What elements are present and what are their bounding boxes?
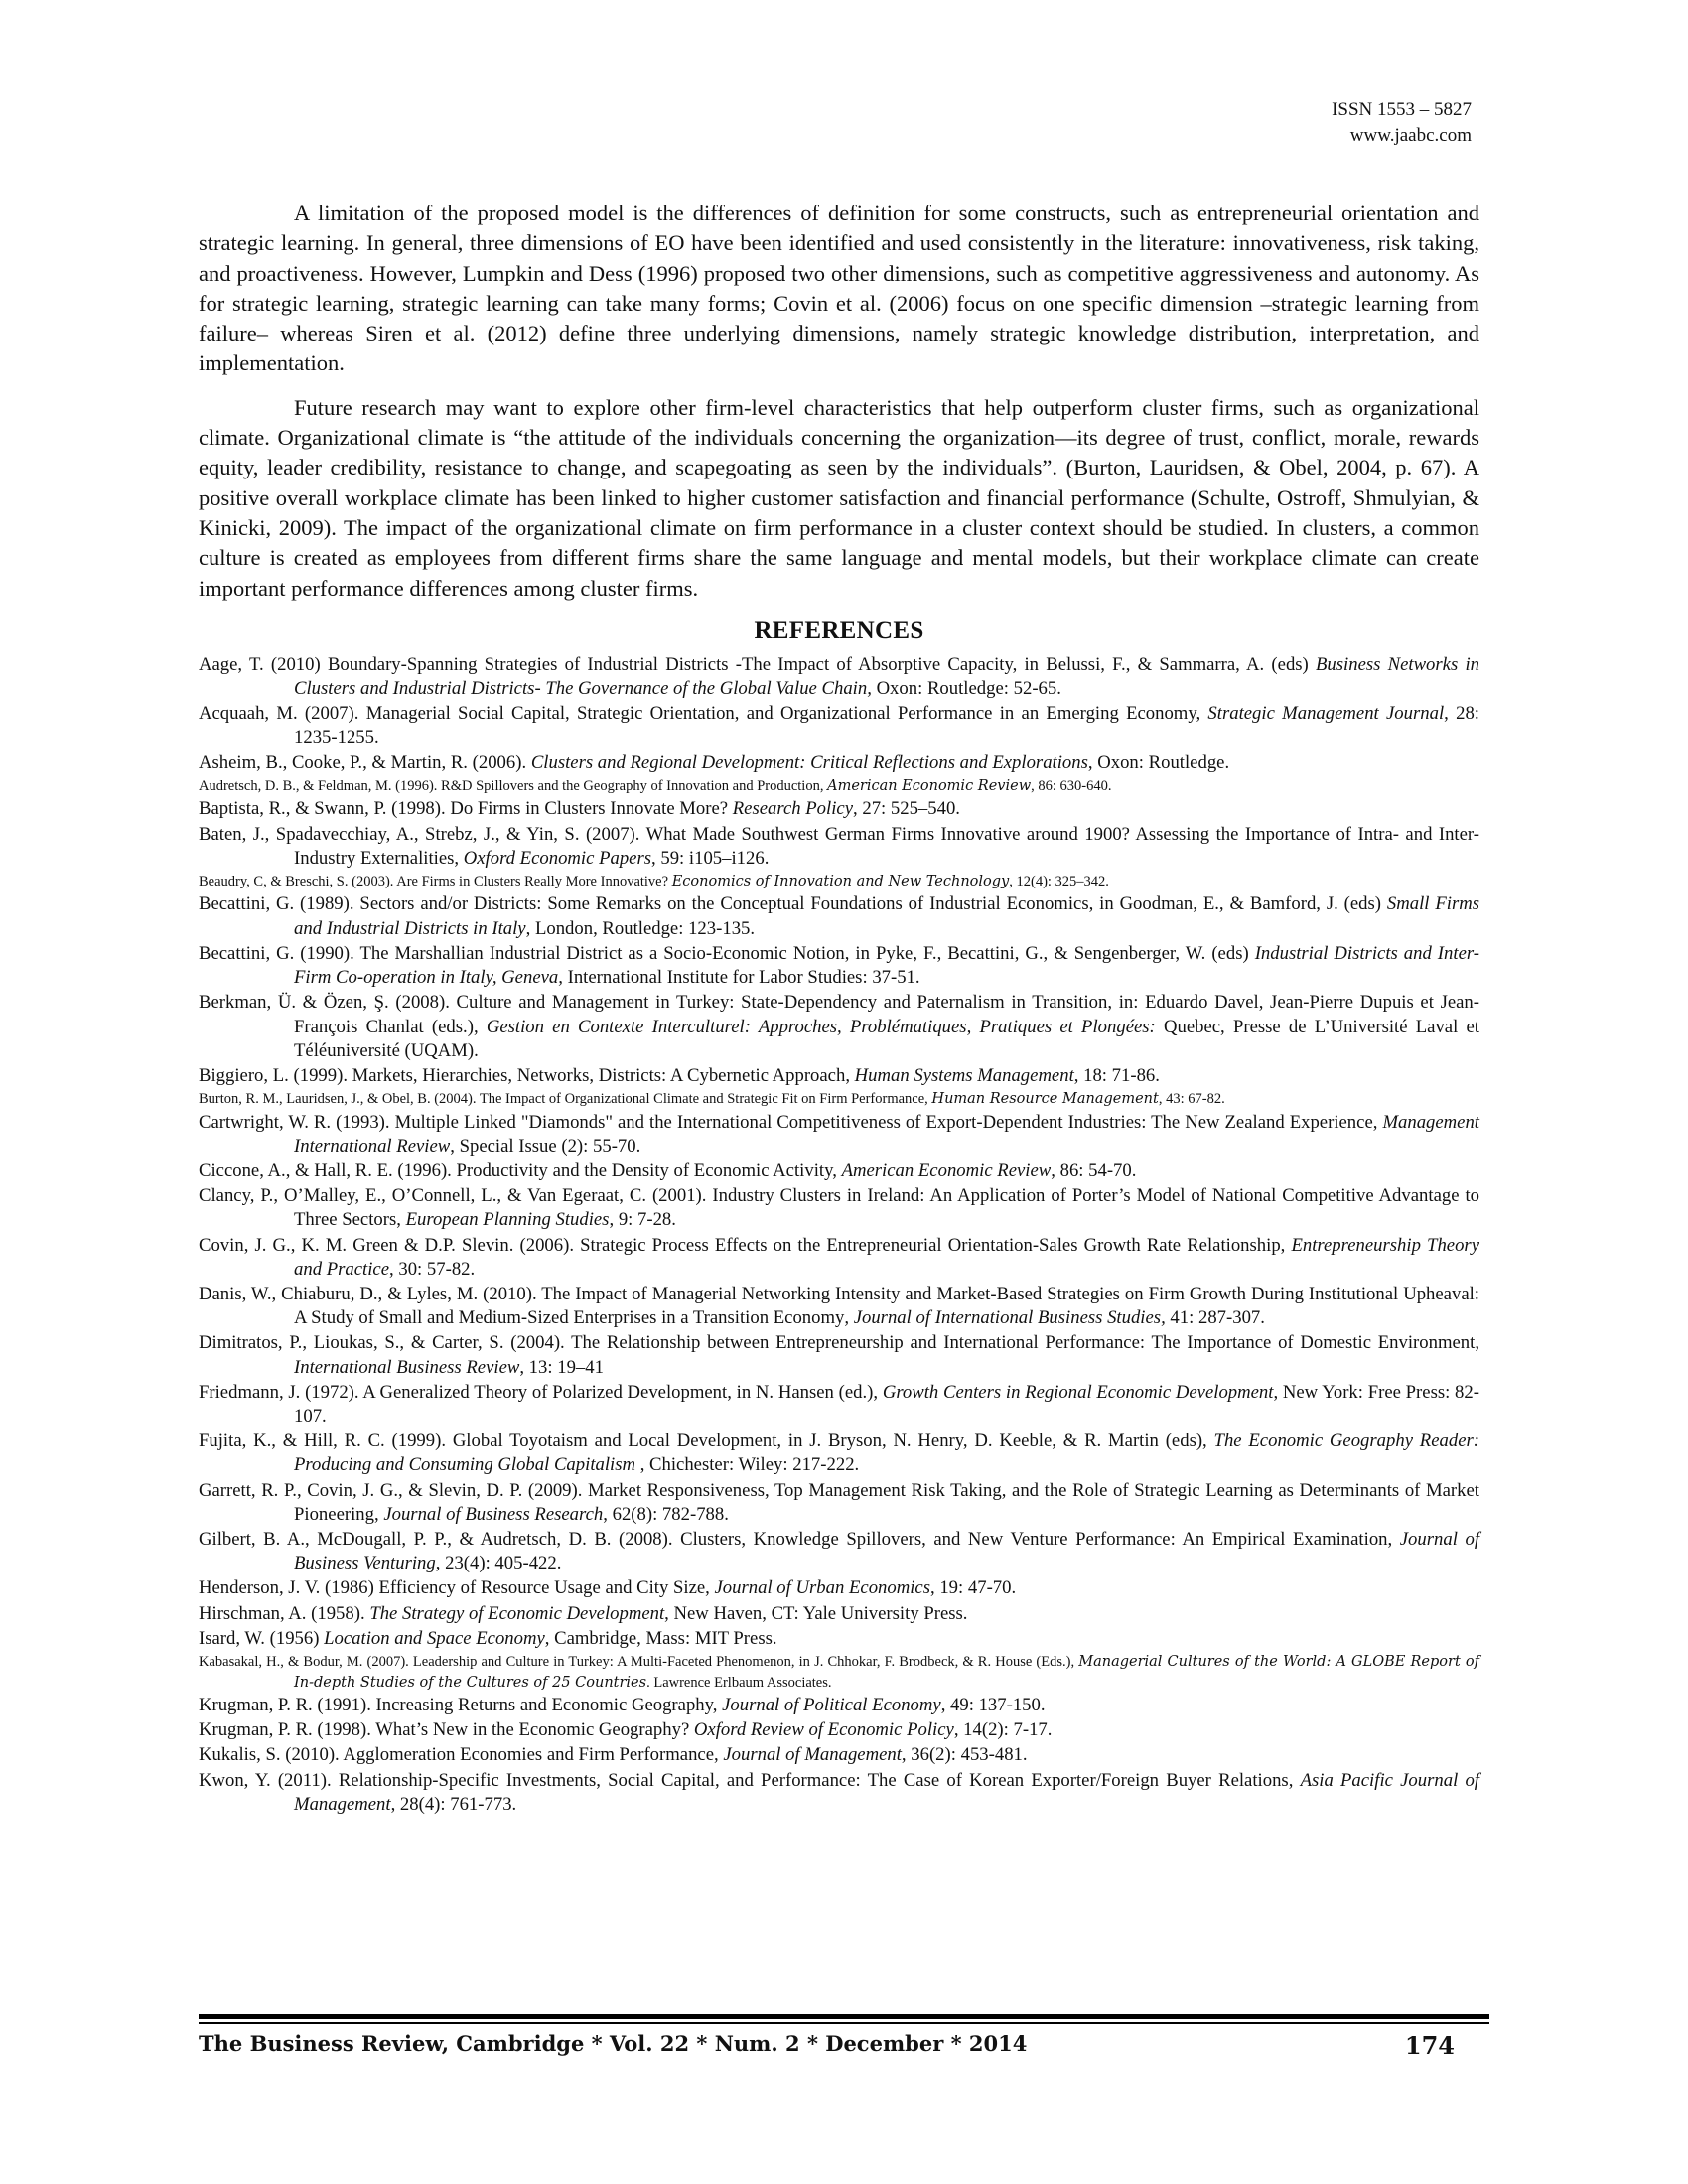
reference-entry <box>199 1234 1479 1282</box>
reference-source: , Journal of International Business Studies, <box>844 1307 1166 1329</box>
reference-source: Growth Centers in Regional Economic Development <box>882 1381 1274 1403</box>
reference-details: , New Haven, CT: Yale University Press. <box>664 1602 968 1624</box>
reference-text: Baptista, R., & Swann, P. (1998). Do Firms in Clusters Innovate More? <box>199 798 733 820</box>
reference-details: , 86: 54-70. <box>1051 1160 1137 1182</box>
reference-details: , 18: 71-86. <box>1073 1064 1160 1086</box>
reference-text: Garrett, R. P., Covin, J. G., & Slevin, D. P. (2009). Market Responsiveness, Top Management Risk Taking, and the Role of Strategic Learning as Determinants of Market Pioneering, <box>199 1479 1479 1525</box>
reference-source: International Business Review <box>294 1356 520 1378</box>
reference-source: Business Networks in Clusters and Industrial Districts- The Governance of the Global Value Chain, <box>294 653 1479 700</box>
reference-entry <box>199 1718 1479 1742</box>
body-paragraph: Future research may want to explore other firm-level characteristics that help outperform cluster firms, such as organizational climate. Organizational climate is “the attitude of the individuals concerning the organization—its degree of trust, conflict, morale, rewards equity, leader credibility, resistance to change, and scapegoating as seen by the individuals”. (Burton, Lauridsen, & Obel, 2004, p. 67). A positive overall workplace climate has been linked to higher customer satisfaction and financial performance (Schulte, Ostroff, Shmulyian, & Kinicki, 2009). The impact of the organizational climate on firm performance in a cluster context should be studied. In clusters, a common culture is created as employees from different firms share the same language and mental models, but their workplace climate can create important performance differences among cluster firms. <box>199 394 1479 601</box>
page-header <box>1332 97 1472 149</box>
reference-entry <box>199 942 1479 990</box>
reference-source: Location and Space Economy <box>324 1627 545 1649</box>
reference-text: Becattini, G. (1990). The Marshallian Industrial District as a Socio-Economic Notion, in Pyke, F., Becattini, G., & Sengenberger, W. (eds) <box>199 942 1255 964</box>
reference-source: Journal of Management <box>723 1744 902 1766</box>
reference-entry <box>199 1089 1479 1110</box>
reference-source: Journal of Political Economy <box>722 1695 941 1716</box>
reference-details: , 49: 137-150. <box>940 1695 1046 1716</box>
reference-details: Oxon: Routledge: 52-65. <box>871 678 1061 700</box>
reference-entry <box>199 751 1479 775</box>
reference-text: Acquaah, M. (2007). Managerial Social Capital, Strategic Orientation, and Organizational Performance in an Emerging Economy, <box>199 703 1208 725</box>
reference-entry <box>199 1111 1479 1159</box>
reference-source: Asia Pacific Journal of Management <box>294 1769 1479 1815</box>
reference-text: Krugman, P. R. (1991). Increasing Returns and Economic Geography, <box>199 1695 723 1716</box>
reference-entry <box>199 1184 1479 1232</box>
reference-details: . Lawrence Erlbaum Associates. <box>646 1674 832 1691</box>
reference-text: Hirschman, A. (1958). <box>199 1602 370 1624</box>
reference-text: Danis, W., Chiaburu, D., & Lyles, M. (2010). The Impact of Managerial Networking Intensity and Market-Based Strategies on Firm Growth During Institutional Upheaval: A Study of Small and Medium-Sized Enterprises in a Transition Economy <box>199 1284 1479 1329</box>
reference-source: Entrepreneurship Theory and Practice <box>294 1234 1479 1280</box>
reference-entry <box>199 702 1479 750</box>
reference-source: The Economic Geography Reader: Producing and Consuming Global Capitalism <box>294 1431 1479 1476</box>
reference-details: International Institute for Labor Studies: 37-51. <box>562 967 920 989</box>
page-number: 174 <box>1404 2031 1455 2060</box>
reference-source: Human Resource Management <box>931 1091 1159 1108</box>
reference-entry <box>199 1479 1479 1527</box>
reference-entry <box>199 653 1479 701</box>
reference-text: Burton, R. M., Lauridsen, J., & Obel, B. (2004). The Impact of Organizational Climate and Strategic Fit on Firm Performance, <box>199 1091 932 1108</box>
page-content <box>199 199 1479 1818</box>
reference-source: Journal of Urban Economics <box>714 1577 930 1599</box>
reference-entry <box>199 1602 1479 1626</box>
reference-text: Krugman, P. R. (1998). What’s New in the Economic Geography? <box>199 1719 694 1741</box>
reference-text: Gilbert, B. A., McDougall, P. P., & Audretsch, D. B. (2008). Clusters, Knowledge Spillovers, and New Venture Performance: An Empirical Examination, <box>199 1529 1400 1551</box>
reference-entry <box>199 1430 1479 1477</box>
reference-details: , 28: 1235-1255. <box>294 703 1479 749</box>
reference-details: , 86: 630-640. <box>1031 777 1112 794</box>
reference-text: Covin, J. G., K. M. Green & D.P. Slevin. (2006). Strategic Process Effects on the Entrepreneurial Orientation-Sales Growth Rate Relationship, <box>199 1234 1292 1256</box>
reference-details: , 43: 67-82. <box>1158 1091 1225 1108</box>
reference-source: Journal of Business Venturing <box>294 1529 1480 1574</box>
reference-details: , Special Issue (2): 55-70. <box>450 1135 641 1157</box>
footer-rule-thick <box>199 2014 1489 2019</box>
reference-text: Ciccone, A., & Hall, R. E. (1996). Productivity and the Density of Economic Activity, <box>199 1160 842 1182</box>
reference-details: , 13: 19–41 <box>519 1356 604 1378</box>
reference-details: , 30: 57-82. <box>389 1258 476 1280</box>
reference-details: , New York: Free Press: 82-107. <box>294 1381 1479 1428</box>
reference-source: American Economic Review <box>841 1160 1052 1182</box>
reference-entry <box>199 1283 1479 1330</box>
reference-details: , Chichester: Wiley: 217-222. <box>635 1454 860 1476</box>
reference-text: Kwon, Y. (2011). Relationship-Specific Investments, Social Capital, and Performance: The Case of Korean Exporter/Foreign Buyer Relations, <box>199 1769 1301 1791</box>
reference-source: Managerial Cultures of the World: A GLOBE Report of In-depth Studies of the Cultures of 25 Countries <box>294 1654 1479 1691</box>
reference-text: Becattini, G. (1989). Sectors and/or Districts: Some Remarks on the Conceptual Foundations of Industrial Economics, in Goodman, E., & Bamford, J. (eds) <box>199 893 1387 915</box>
reference-entry <box>199 1064 1479 1088</box>
reference-source: American Economic Review <box>827 777 1032 794</box>
reference-source: Economics of Innovation and New Technology <box>671 873 1010 889</box>
reference-details: , 59: i105–i126. <box>651 847 770 869</box>
reference-source: The Strategy of Economic Development <box>369 1602 665 1624</box>
reference-details: , Oxon: Routledge. <box>1087 751 1230 773</box>
reference-source: Small Firms and Industrial Districts in Italy <box>294 893 1479 939</box>
reference-source: Strategic Management Journal <box>1207 703 1445 725</box>
reference-text: Kabasakal, H., & Bodur, M. (2007). Leadership and Culture in Turkey: A Multi-Faceted Phenomenon, in J. Chhokar, F. Brodbeck, & R. House (Eds.), <box>199 1654 1079 1671</box>
reference-text: Aage, T. (2010) Boundary-Spanning Strategies of Industrial Districts -The Impact of Absorptive Capacity, in Belussi, F., & Sammarra, A. (eds) <box>199 653 1316 675</box>
reference-text: Biggiero, L. (1999). Markets, Hierarchies, Networks, Districts: A Cybernetic Approach, <box>199 1064 855 1086</box>
reference-text: Henderson, J. V. (1986) Efficiency of Resource Usage and City Size, <box>199 1577 715 1599</box>
reference-text: Berkman, Ü. & Özen, Ş. (2008). Culture and Management in Turkey: State-Dependency and Paternalism in Transition, in: Eduardo Davel, Jean-Pierre Dupuis et Jean-François Chanlat (eds.), <box>199 992 1479 1037</box>
reference-entry <box>199 991 1479 1063</box>
reference-details: 41: 287-307. <box>1165 1307 1265 1329</box>
reference-source: Clusters and Regional Development: Critical Reflections and Explorations <box>530 751 1088 773</box>
reference-text: Kukalis, S. (2010). Agglomeration Economies and Firm Performance, <box>199 1744 724 1766</box>
reference-details: , 28(4): 761-773. <box>390 1793 517 1815</box>
reference-text: Clancy, P., O’Malley, E., O’Connell, L., & Van Egeraat, C. (2001). Industry Clusters in Ireland: An Application of Porter’s Model of National Competitive Advantage to Three Sectors, <box>199 1185 1479 1231</box>
reference-source: Gestion en Contexte Interculturel: Approches, Problématiques, Pratiques et Plongées: <box>486 1016 1156 1037</box>
reference-entry <box>199 1576 1479 1600</box>
journal-citation: The Business Review, Cambridge * Vol. 22 * Num. 2 * December * 2014 <box>199 2031 1028 2056</box>
reference-entry <box>199 1627 1479 1651</box>
reference-text: Asheim, B., Cooke, P., & Martin, R. (2006). <box>199 751 531 773</box>
reference-entry <box>199 1769 1479 1817</box>
reference-text: Beaudry, C, & Breschi, S. (2003). Are Firms in Clusters Really More Innovative? <box>199 873 672 889</box>
reference-entry <box>199 1694 1479 1717</box>
reference-entry <box>199 823 1479 871</box>
reference-text: Dimitratos, P., Lioukas, S., & Carter, S. (2004). The Relationship between Entrepreneurship and International Performance: The Importance of Domestic Environment, <box>199 1332 1479 1354</box>
reference-details: , 36(2): 453-481. <box>901 1744 1028 1766</box>
reference-entry <box>199 872 1479 892</box>
reference-entry <box>199 1528 1479 1575</box>
reference-text: Friedmann, J. (1972). A Generalized Theory of Polarized Development, in N. Hansen (ed.), <box>199 1381 883 1403</box>
references-heading: REFERENCES <box>754 616 924 644</box>
reference-list <box>199 653 1479 1817</box>
reference-source: Management International Review <box>294 1111 1479 1157</box>
issn: ISSN 1553 – 5827 <box>1332 99 1472 120</box>
reference-source: Oxford Economic Papers <box>463 847 652 869</box>
reference-source: Oxford Review of Economic Policy <box>693 1719 954 1741</box>
body-paragraph: A limitation of the proposed model is the differences of definition for some constructs, such as entrepreneurial orientation and strategic learning. In general, three dimensions of EO have been identified and used consistently in the literature: innovativeness, risk taking, and proactiveness. However, Lumpkin and Dess (1996) proposed two other dimensions, such as competitive aggressiveness and autonomy. As for strategic learning, strategic learning can take many forms; Covin et al. (2006) focus on one specific dimension –strategic learning from failure– whereas Siren et al. (2012) define three underlying dimensions, namely strategic knowledge distribution, interpretation, and implementation. <box>199 201 1479 376</box>
reference-entry <box>199 1331 1479 1379</box>
reference-entry <box>199 1652 1479 1693</box>
reference-entry <box>199 776 1479 797</box>
website: www.jaabc.com <box>1349 125 1472 146</box>
reference-details: , 19: 47-70. <box>929 1577 1017 1599</box>
reference-text: Baten, J., Spadavecchiay, A., Strebz, J., & Yin, S. (2007). What Made Southwest German Firms Innovative around 1900? Assessing the Importance of Intra- and Inter-Industry Externalities, <box>199 823 1479 869</box>
reference-details: , 27: 525–540. <box>853 798 960 820</box>
reference-details: , 14(2): 7-17. <box>953 1719 1053 1741</box>
reference-source: European Planning Studies <box>405 1209 610 1231</box>
reference-entry <box>199 892 1479 940</box>
reference-details: , 9: 7-28. <box>609 1209 676 1231</box>
reference-source: Research Policy <box>732 798 853 820</box>
reference-details: , 12(4): 325–342. <box>1009 873 1109 889</box>
reference-details: , 23(4): 405-422. <box>435 1553 562 1574</box>
reference-source: Industrial Districts and Inter-Firm Co-operation in Italy, Geneva, <box>294 942 1479 989</box>
reference-text: Isard, W. (1956) <box>199 1627 325 1649</box>
reference-entry <box>199 1160 1479 1183</box>
reference-entry <box>199 1381 1479 1429</box>
reference-entry <box>199 797 1479 821</box>
footer-rule-thin <box>199 2022 1489 2024</box>
reference-source: Journal of Business Research <box>383 1503 604 1525</box>
reference-details: , 62(8): 782-788. <box>603 1503 729 1525</box>
reference-details: Quebec, Presse de L’Université Laval et Téléuniversité (UQAM). <box>294 1016 1479 1061</box>
reference-text: Cartwright, W. R. (1993). Multiple Linked "Diamonds" and the International Competitiveness of Export-Dependent Industries: The New Zealand Experience, <box>199 1111 1383 1133</box>
reference-source: Human Systems Management <box>854 1064 1074 1086</box>
reference-details: , London, Routledge: 123-135. <box>525 917 756 939</box>
reference-details: , Cambridge, Mass: MIT Press. <box>544 1627 777 1649</box>
reference-text: Audretsch, D. B., & Feldman, M. (1996). R&D Spillovers and the Geography of Innovation and Production, <box>199 777 828 794</box>
reference-entry <box>199 1743 1479 1767</box>
reference-text: Fujita, K., & Hill, R. C. (1999). Global Toyotaism and Local Development, in J. Bryson, N. Henry, D. Keeble, & R. Martin (eds), <box>199 1431 1214 1452</box>
